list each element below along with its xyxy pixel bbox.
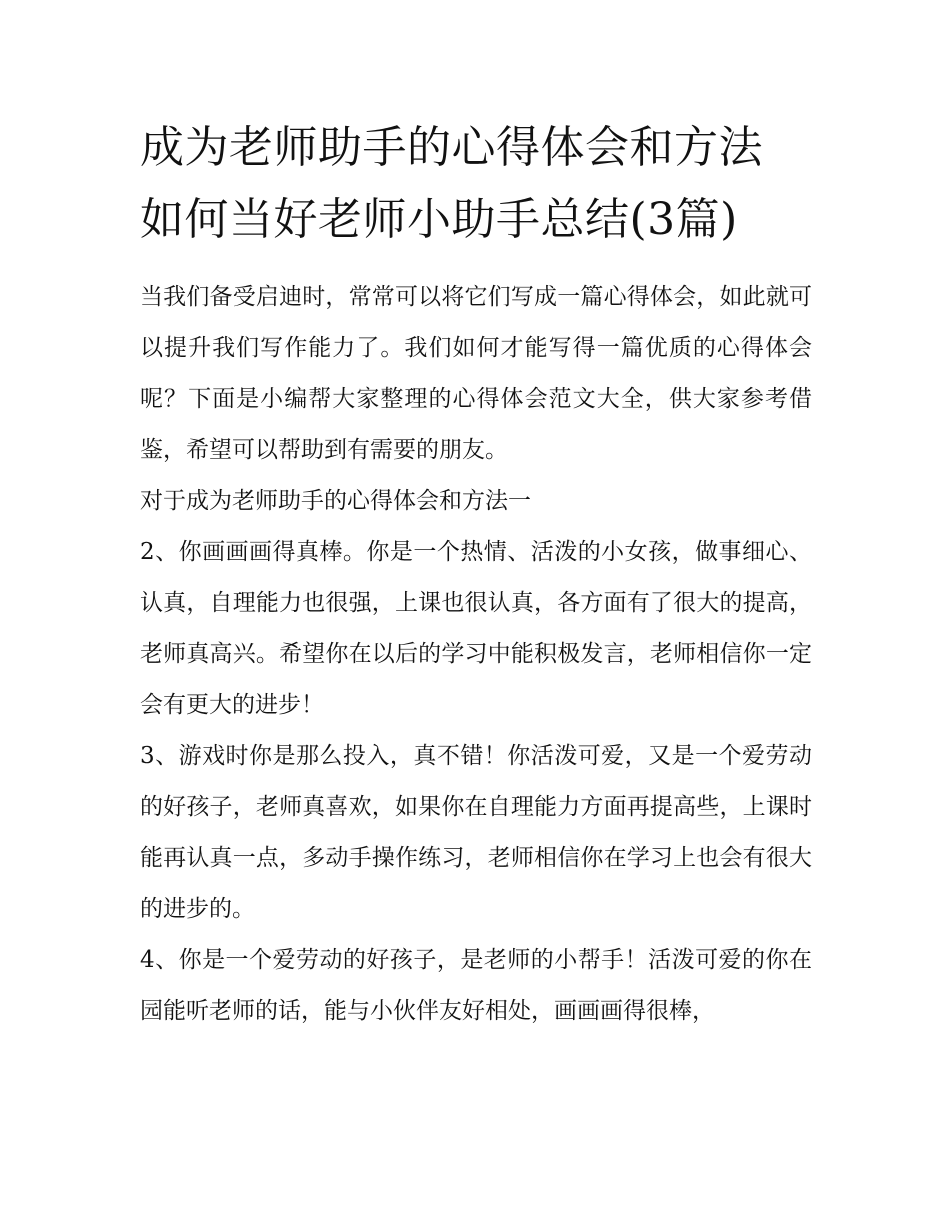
- section-heading: 对于成为老师助手的心得体会和方法一: [140, 488, 531, 514]
- document-body: [140, 112, 812, 1037]
- paragraph-item-2: 2、你画画画得真棒。你是一个热情、活泼的小女孩，做事细心、认真，自理能力也很强，上课也很认真，各方面有了很大的提高，老师真高兴。希望你在以后的学习中能积极发言，老师相信你一定会有更大的进步！: [140, 539, 812, 718]
- paragraph-item-4: 4、你是一个爱劳动的好孩子，是老师的小帮手！活泼可爱的你在园能听老师的话，能与小伙伴友好相处，画画画得很棒，: [140, 947, 812, 1024]
- intro-paragraph: 当我们备受启迪时，常常可以将它们写成一篇心得体会，如此就可以提升我们写作能力了。我们如何才能写得一篇优质的心得体会呢？下面是小编帮大家整理的心得体会范文大全，供大家参考借鉴，希望可以帮助到有需要的朋友。: [140, 284, 812, 463]
- paragraph-item-3: 3、游戏时你是那么投入，真不错！你活泼可爱，又是一个爱劳动的好孩子，老师真喜欢，如果你在自理能力方面再提高些，上课时能再认真一点，多动手操作练习，老师相信你在学习上也会有很大的进步的。: [140, 743, 812, 922]
- document-title: 成为老师助手的心得体会和方法 如何当好老师小助手总结(3篇): [140, 122, 763, 245]
